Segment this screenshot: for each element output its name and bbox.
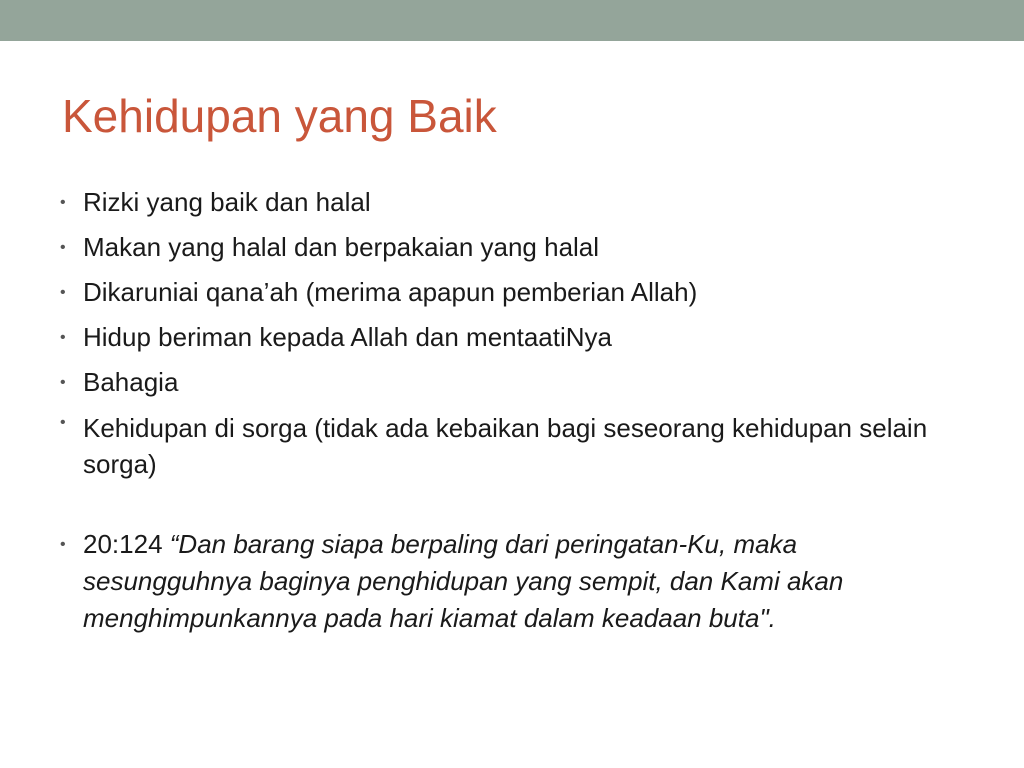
bullet-dot-icon: • bbox=[60, 239, 66, 256]
list-item-text: Rizki yang baik dan halal bbox=[83, 187, 371, 217]
bullet-dot-icon: • bbox=[60, 414, 66, 431]
verse-item bbox=[60, 526, 960, 637]
bullet-list bbox=[60, 180, 960, 637]
list-item-text: Hidup beriman kepada Allah dan mentaatiNya bbox=[83, 322, 613, 352]
list-item bbox=[60, 360, 960, 405]
list-item-text: Bahagia bbox=[83, 367, 179, 397]
top-accent-bar bbox=[0, 0, 1024, 41]
list-item bbox=[60, 180, 960, 225]
list-item bbox=[60, 315, 960, 360]
verse-quote: “Dan barang siapa berpaling dari peringatan-Ku, maka sesungguhnya baginya penghidupan yang sempit, dan Kami akan menghimpunkannya pada hari kiamat dalam keadaan buta". bbox=[83, 529, 844, 633]
list-item-text: Makan yang halal dan berpakaian yang halal bbox=[83, 232, 600, 262]
list-spacer bbox=[60, 486, 960, 526]
list-item bbox=[60, 405, 960, 486]
list-item bbox=[60, 225, 960, 270]
list-item bbox=[60, 270, 960, 315]
bullet-dot-icon: • bbox=[60, 284, 66, 301]
slide-title: Kehidupan yang Baik bbox=[62, 90, 497, 142]
bullet-dot-icon: • bbox=[60, 194, 66, 211]
list-item-text: Kehidupan di sorga (tidak ada kebaikan bagi seseorang kehidupan selain sorga) bbox=[83, 413, 928, 479]
bullet-dot-icon: • bbox=[60, 536, 66, 553]
bullet-dot-icon: • bbox=[60, 374, 66, 391]
list-item-text: Dikaruniai qana’ah (merima apapun pemberian Allah) bbox=[83, 277, 698, 307]
bullet-dot-icon: • bbox=[60, 329, 66, 346]
verse-reference: 20:124 bbox=[83, 529, 163, 559]
